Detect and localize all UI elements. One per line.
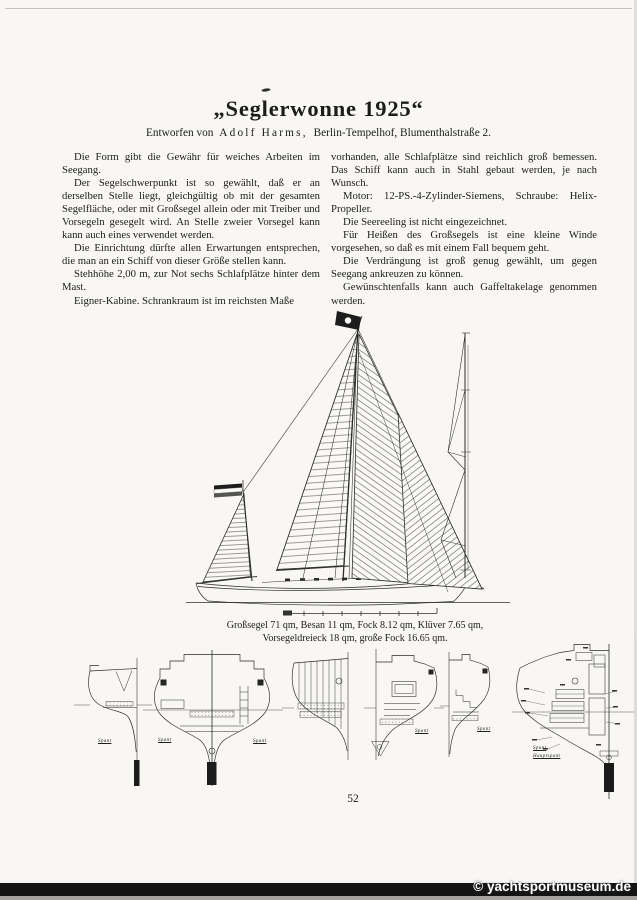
subtitle-suffix: Berlin-Tempelhof, Blumenthalstraße 2. xyxy=(313,127,492,139)
paragraph: Motor: 12-PS.-4-Zylinder-Siemens, Schraube: Helix-Propeller. xyxy=(331,190,597,216)
paragraph: Der Segelschwerpunkt ist so gewählt, daß er an derselben Stelle liegt, gleichgültig ob mit der gesamten Segelfläche, oder mit Großsegel allein oder mit Treiber und Vorsegeln gesegelt wird. An Stelle zweier Vorsegel kann kann auch eines verwendet werden. xyxy=(62,177,320,242)
section-label: Spant xyxy=(477,727,491,732)
paragraph: Eigner-Kabine. Schrankraum ist im reichsten Maße xyxy=(74,294,294,307)
section-frame-c xyxy=(282,652,348,760)
paragraph: Die Verdrängung ist groß genug gewählt, um gegen Seegang ankreuzen zu können. xyxy=(331,255,597,281)
section-frame-f-hauptspant xyxy=(512,644,634,799)
leader-lines xyxy=(526,689,620,749)
caption-line: Vorsegeldreieck 18 qm, große Fock 16.65 qm. xyxy=(262,632,448,644)
section-label: Spant xyxy=(98,739,112,744)
sail-plan-caption xyxy=(140,620,570,646)
paragraph: Die Seereeling ist nicht eingezeichnet. xyxy=(343,216,508,229)
section-frame-b xyxy=(143,650,283,786)
section-sublabel: Hauptspant xyxy=(533,754,561,759)
subtitle-prefix: Entworfen von xyxy=(145,127,214,139)
paragraph: Die Einrichtung dürfte allen Erwartungen entsprechen, die man an ein Schiff von dieser Größe stellen kann. xyxy=(62,242,320,268)
hull-sections xyxy=(74,644,634,799)
paragraph: Die Form gibt die Gewähr für weiches Arbeiten im Seegang. xyxy=(62,151,320,177)
page-number: 52 xyxy=(347,793,359,805)
page-title: „Seglerwonne 1925“ xyxy=(213,96,424,121)
paragraph: Stehhöhe 2,00 m, zur Not sechs Schlafplätze hinter dem Mast. xyxy=(62,268,320,294)
section-label: Spant xyxy=(415,729,429,734)
page-subtitle xyxy=(0,127,637,139)
section-label: Spant xyxy=(533,746,547,751)
scale-bar xyxy=(283,608,437,616)
ink-smudge xyxy=(261,88,270,92)
paragraph: Gewünschtenfalls kann auch Gaffeltakelage genommen werden. xyxy=(331,281,597,307)
section-label: Spant xyxy=(158,738,172,743)
mizzen-sail xyxy=(203,494,251,582)
left-column xyxy=(62,151,320,308)
scan-bottom-edge xyxy=(0,896,637,900)
masthead-burgee-flag xyxy=(335,311,362,330)
mizzen-national-flag xyxy=(214,480,243,498)
sail-plan xyxy=(186,311,510,616)
paragraph: vorhanden, alle Schlafplätze sind reichlich groß bemessen. Das Schiff kann auch in Stahl gebaut werden, je nach Wunsch. xyxy=(331,151,597,190)
designer-name: Adolf Harms, xyxy=(219,127,308,139)
caption-line: Großsegel 71 qm, Besan 11 qm, Fock 8.12 qm, Klüver 7.65 qm, xyxy=(226,620,484,631)
watermark-text: © yachtsportmuseum.de xyxy=(473,879,631,894)
section-frame-a xyxy=(74,658,152,786)
right-column xyxy=(331,151,597,308)
section-frame-e xyxy=(440,652,490,757)
section-label: Spant xyxy=(253,739,267,744)
section-frame-d xyxy=(364,649,444,760)
paragraph: Für Heißen des Großsegels ist eine kleine Winde vorgesehen, so daß es mit einem Fall bequem geht. xyxy=(331,229,597,255)
